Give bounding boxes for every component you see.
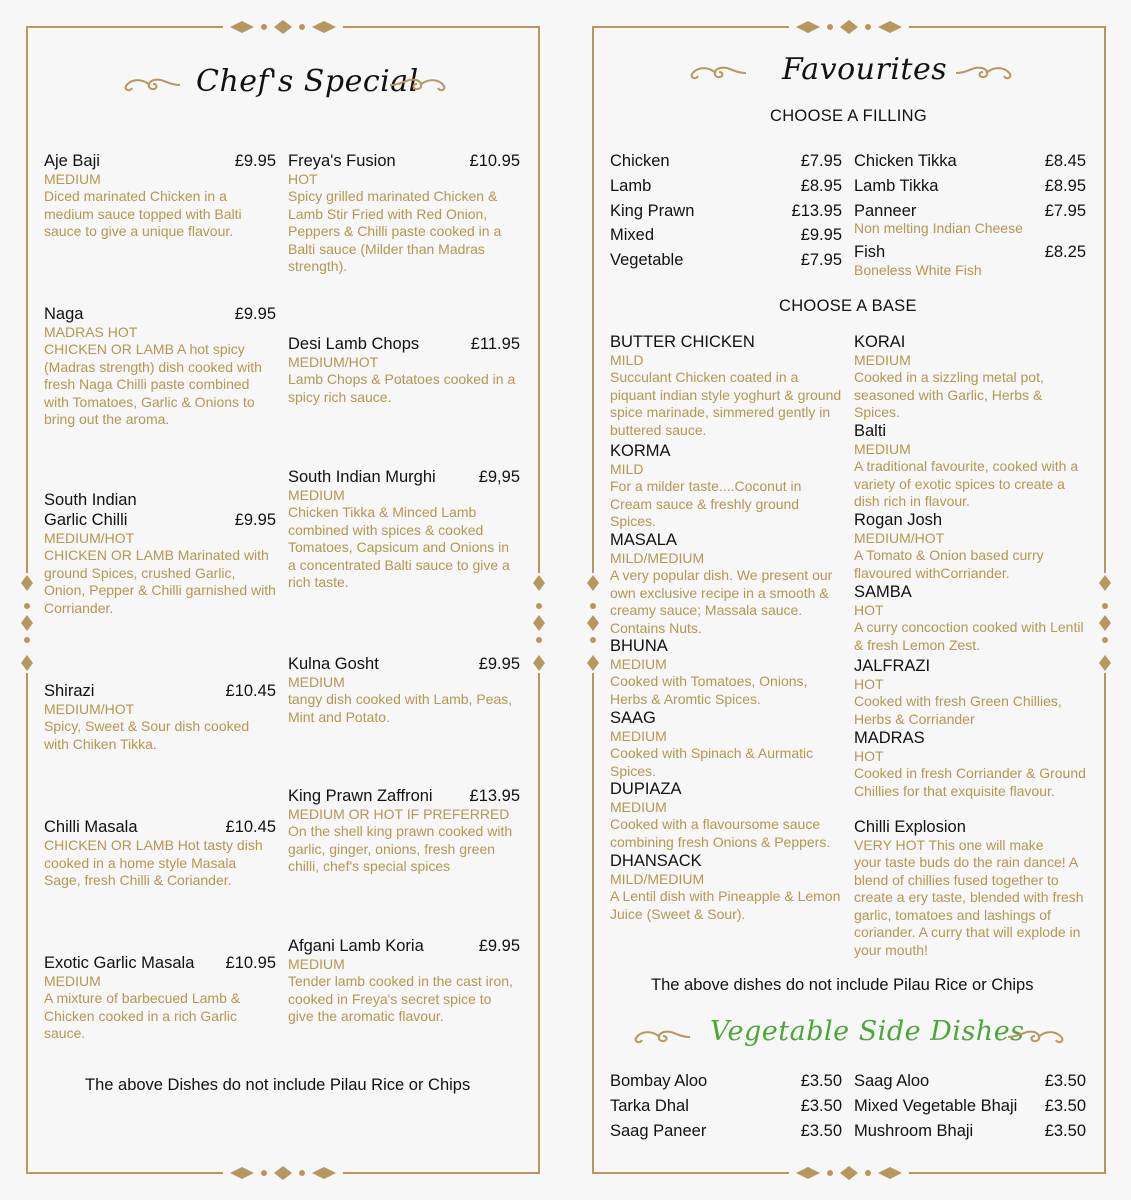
- menu-item-naga: Naga £9.95 MADRAS HOT CHICKEN OR LAMB A hot spicy (Madras strength) dish cooked with fresh Naga Chilli paste combined with Tomatoes, Garlic & Onions to bring out the aroma.: [44, 305, 276, 427]
- left-flourish-icon: [688, 62, 748, 84]
- menu-item-south-indian-murghi: South Indian Murghi £9,95 MEDIUM Chicken Tikka & Minced Lamb combined with spices & cooked Tomatoes, Capsicum and Onions in a concentrated Balti sauce to give a rich taste.: [288, 468, 520, 590]
- base-dupiaza: DUPIAZA MEDIUM Cooked with a flavoursome sauce combining fresh Onions & Peppers.: [610, 780, 831, 850]
- favourites-panel: [592, 26, 1106, 1174]
- filling-chicken: Chicken £7.95: [610, 152, 842, 170]
- filling-king-prawn: King Prawn £13.95: [610, 202, 842, 220]
- base-korma: KORMA MILD For a milder taste....Coconut in Cream sauce & freshly ground Spices.: [610, 442, 802, 529]
- side-tarka-dhal: Tarka Dhal £3.50: [610, 1097, 842, 1115]
- menu-item-desi-lamb-chops: Desi Lamb Chops £11.95 MEDIUM/HOT Lamb Chops & Potatoes cooked in a spicy rich sauce.: [288, 335, 520, 405]
- chefs-special-panel: [26, 26, 540, 1174]
- side-bombay-aloo: Bombay Aloo £3.50: [610, 1072, 842, 1090]
- left-side-ornament-icon: [584, 573, 602, 673]
- top-ornament-icon: [223, 17, 343, 37]
- side-mushroom-bhaji: Mushroom Bhaji £3.50: [854, 1122, 1086, 1140]
- menu-item-south-indian-garlic-chilli: South Indian Garlic Chilli £9.95 MEDIUM/HOT CHICKEN OR LAMB Marinated with ground Spices, crushed Garlic, Onion, Pepper & Chilli garnished with Corriander.: [44, 491, 276, 616]
- top-ornament-icon: [789, 17, 909, 37]
- menu-item-aje-baji: Aje Baji £9.95 MEDIUM Diced marinated Chicken in a medium sauce topped with Balti sauce to give a unique flavour.: [44, 152, 276, 239]
- right-flourish-icon: [954, 62, 1014, 84]
- base-madras: MADRAS HOT Cooked in fresh Corriander & Ground Chillies for that exquisite flavour.: [854, 729, 1086, 799]
- menu-item-freyas-fusion: Freya's Fusion £10.95 HOT Spicy grilled marinated Chicken & Lamb Stir Fried with Red Onion, Peppers & Chilli paste cooked in a Balti sauce (Milder than Madras strength).: [288, 152, 520, 274]
- base-balti: Balti MEDIUM A traditional favourite, cooked with a variety of exotic spices to create a dish rich in flavour.: [854, 422, 1079, 509]
- base-saag: SAAG MEDIUM Cooked with Spinach & Aurmatic Spices.: [610, 709, 814, 779]
- base-samba: SAMBA HOT A curry concoction cooked with Lentil & fresh Lemon Zest.: [854, 583, 1084, 653]
- side-saag-paneer: Saag Paneer £3.50: [610, 1122, 842, 1140]
- filling-panneer: Panneer £7.95: [854, 202, 1086, 220]
- menu-item-shirazi: Shirazi £10.45 MEDIUM/HOT Spicy, Sweet & Sour dish cooked with Chiken Tikka.: [44, 682, 276, 752]
- choose-base-heading: CHOOSE A BASE: [779, 297, 917, 315]
- base-chilli-explosion: Chilli Explosion VERY HOT This one will make your taste buds do the rain dance! A blend of chillies fused together to create a ery taste, blended with fresh garlic, tomatoes and lashings of coriander. A curry that will explode in your mouth!: [854, 818, 1084, 958]
- vegetable-sides-title: Vegetable Side Dishes: [710, 1016, 1025, 1047]
- base-masala: MASALA MILD/MEDIUM A very popular dish. We present our own exclusive recipe in a smooth & creamy sauce; Massala sauce. Contains Nuts.: [610, 531, 833, 636]
- base-butter-chicken: BUTTER CHICKEN MILD Succulant Chicken coated in a piquant indian style yoghurt & ground spice marinade, simmered gently in buttered sauce.: [610, 333, 842, 438]
- left-flourish-icon: [122, 74, 182, 96]
- right-side-ornament-icon: [1096, 573, 1114, 673]
- filling-lamb-tikka: Lamb Tikka £8.95: [854, 177, 1086, 195]
- bottom-ornament-icon: [223, 1163, 343, 1183]
- left-flourish-icon: [632, 1026, 692, 1048]
- menu-item-king-prawn-zaffroni: King Prawn Zaffroni £13.95 MEDIUM OR HOT IF PREFERRED On the shell king prawn cooked with garlic, ginger, onions, fresh green chilli, chef's special spices: [288, 787, 520, 874]
- menu-item-exotic-garlic-masala: Exotic Garlic Masala £10.95 MEDIUM A mixture of barbecued Lamb & Chicken cooked in a rich Garlic sauce.: [44, 954, 276, 1041]
- bottom-ornament-icon: [789, 1163, 909, 1183]
- side-mixed-vegetable-bhaji: Mixed Vegetable Bhaji £3.50: [854, 1097, 1086, 1115]
- menu-item-chilli-masala: Chilli Masala £10.45 CHICKEN OR LAMB Hot tasty dish cooked in a home style Masala Sage, fresh Chilli & Coriander.: [44, 818, 276, 888]
- base-dhansack: DHANSACK MILD/MEDIUM A Lentil dish with Pineapple & Lemon Juice (Sweet & Sour).: [610, 852, 841, 922]
- favourites-title: Favourites: [782, 52, 948, 87]
- choose-filling-heading: CHOOSE A FILLING: [770, 107, 928, 125]
- side-saag-aloo: Saag Aloo £3.50: [854, 1072, 1086, 1090]
- left-side-ornament-icon: [18, 573, 36, 673]
- base-jalfrazi: JALFRAZI HOT Cooked with fresh Green Chillies, Herbs & Corriander: [854, 657, 1062, 727]
- menu-item-kulna-gosht: Kulna Gosht £9.95 MEDIUM tangy dish cooked with Lamb, Peas, Mint and Potato.: [288, 655, 520, 725]
- menu-item-afgani-lamb-koria: Afgani Lamb Koria £9.95 MEDIUM Tender lamb cooked in the cast iron, cooked in Freya's secret spice to give the aromatic flavour.: [288, 937, 520, 1024]
- favourites-note: The above dishes do not include Pilau Rice or Chips: [651, 976, 1034, 994]
- filling-vegetable: Vegetable £7.95: [610, 251, 842, 269]
- base-rogan-josh: Rogan Josh MEDIUM/HOT A Tomato & Onion based curry flavoured withCorriander.: [854, 511, 1044, 581]
- panneer-note: Non melting Indian Cheese: [854, 220, 1023, 236]
- fish-note: Boneless White Fish: [854, 262, 982, 278]
- chefs-special-title: Chef's Special: [196, 64, 419, 99]
- filling-chicken-tikka: Chicken Tikka £8.45: [854, 152, 1086, 170]
- right-flourish-icon: [388, 74, 448, 96]
- filling-fish: Fish £8.25: [854, 243, 1086, 261]
- right-flourish-icon: [1006, 1026, 1066, 1048]
- chefs-special-note: The above Dishes do not include Pilau Rice or Chips: [85, 1076, 471, 1094]
- filling-mixed: Mixed £9.95: [610, 226, 842, 244]
- filling-lamb: Lamb £8.95: [610, 177, 842, 195]
- base-bhuna: BHUNA MEDIUM Cooked with Tomatoes, Onions, Herbs & Aromtic Spices.: [610, 637, 808, 707]
- right-side-ornament-icon: [530, 573, 548, 673]
- base-korai: KORAI MEDIUM Cooked in a sizzling metal pot, seasoned with Garlic, Herbs & Spices.: [854, 333, 1044, 420]
